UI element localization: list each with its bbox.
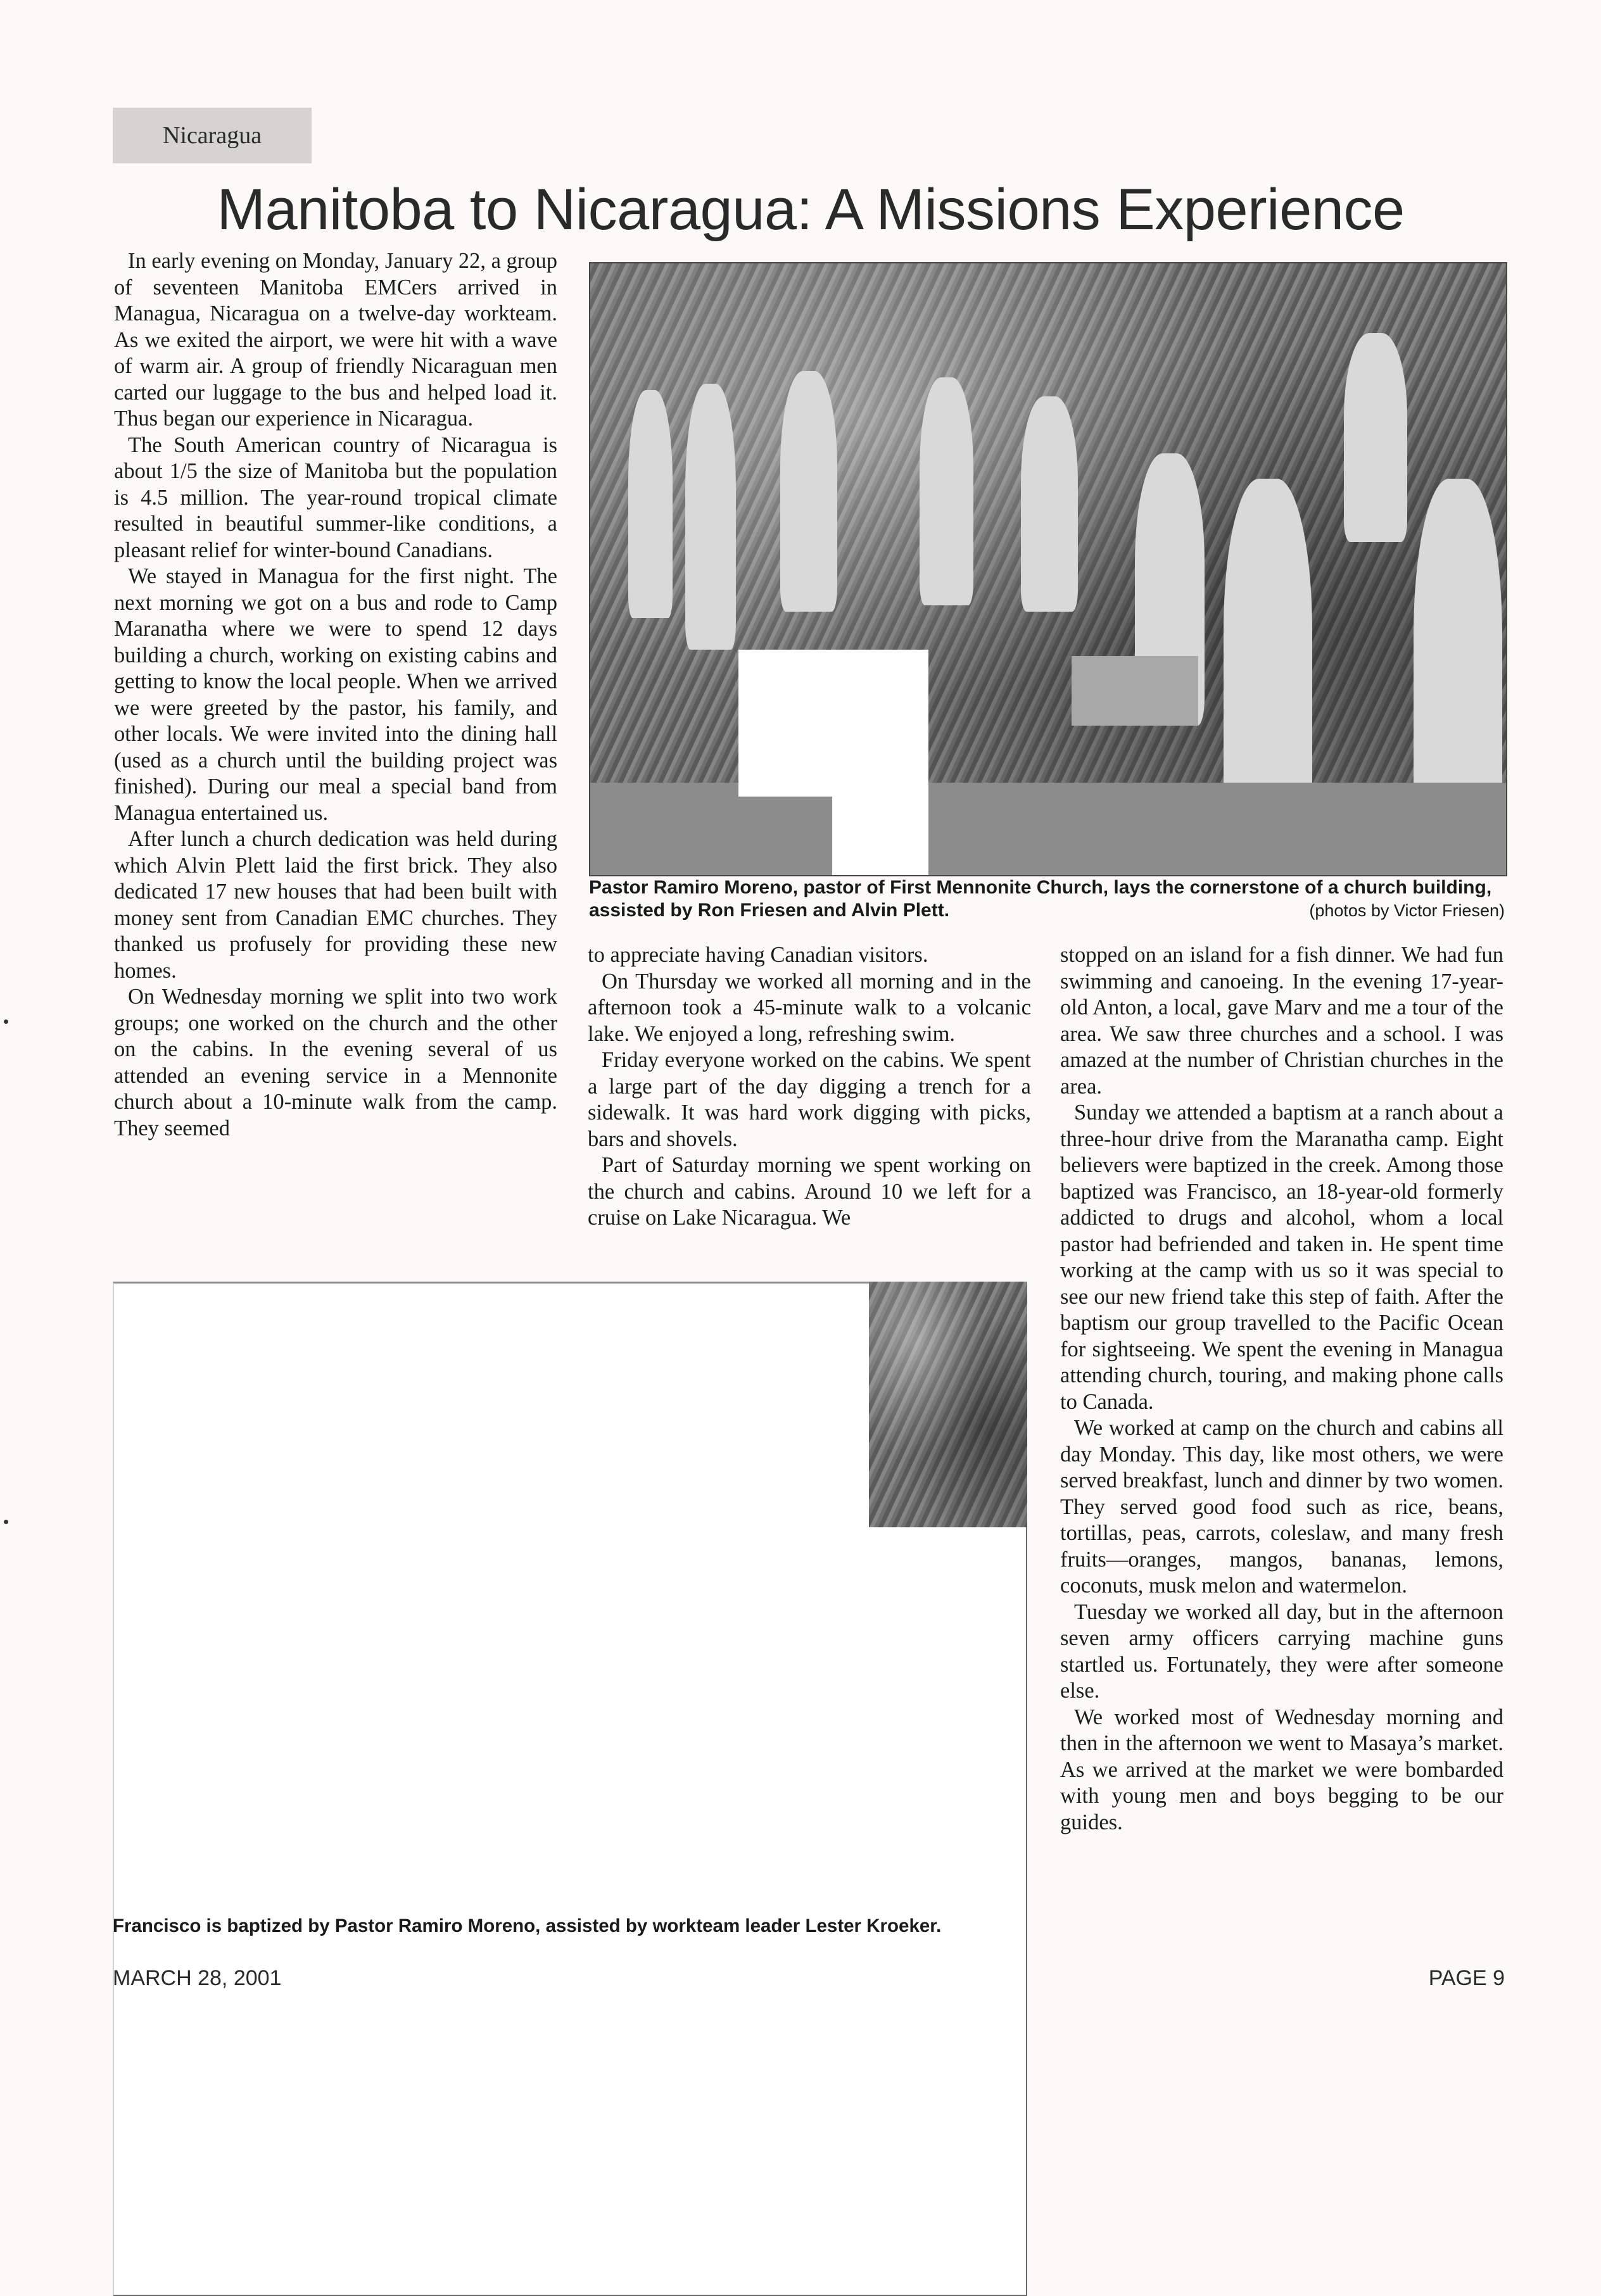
paragraph: In early evening on Monday, January 22, a group of seventeen Manitoba EMCers arrived in Managua, Nicaragua on a twelve-day workteam. As we exited the airport, we were hit with a wave of warm air. A group of friendly Nicaraguan men carted our luggage to the bus and helped load it. Thus began our experience in Nicaragua.: [114, 249, 557, 431]
paragraph: Sunday we attended a baptism at a ranch about a three-hour drive from the Maranatha camp. Eight believers were baptized in the creek. Among those baptized was Francisco, an 18-year-old formerly addicted to drugs and alcohol, whom a local pastor had befriended and taken in. He spent time working at the camp with us so it was special to see our new friend take this step of faith. After the baptism our group travelled to the Pacific Ocean for sightseeing. We spent the evening in Managua attending church, touring, and making phone calls to Canada.: [1060, 1101, 1503, 1414]
paragraph: On Thursday we worked all morning and in the afternoon took a 45-minute walk to a volcanic lake. We enjoyed a long, refreshing swim.: [588, 969, 1031, 1046]
section-tag: Nicaragua: [113, 108, 312, 163]
page-number: PAGE 9: [1428, 1966, 1505, 1990]
paragraph: Tuesday we worked all day, but in the afternoon seven army officers carrying machine guns startled us. Fortunately, they were after someone else.: [1060, 1599, 1503, 1703]
cornerstone-photo: [589, 262, 1507, 876]
scan-edge-mark: [4, 1520, 8, 1524]
paragraph: to appreciate having Canadian visitors.: [588, 943, 928, 967]
issue-date: MARCH 28, 2001: [113, 1966, 282, 1990]
paragraph: We worked at camp on the church and cabins all day Monday. This day, like most others, we were served breakfast, lunch and dinner by two women. They served good food such as rice, beans, tortillas, peas, carrots, coleslaw, and many fresh fruits—oranges, mangos, bananas, lemons, coconuts, musk melon and watermelon.: [1060, 1416, 1503, 1598]
paragraph: On Wednesday morning we split into two work groups; one worked on the church and the other on the cabins. In the evening several of us attended an evening service in a Mennonite church about a 10-minute walk from the camp. They seemed: [114, 985, 557, 1140]
paragraph: We worked most of Wednesday morning and then in the afternoon we went to Masaya’s market. As we arrived at the market we were bombarded with young men and boys begging to be our guides.: [1060, 1705, 1503, 1834]
paragraph: Friday everyone worked on the cabins. We spent a large part of the day digging a trench for a sidewalk. It was hard work digging with picks, bars and shovels.: [588, 1048, 1031, 1151]
paragraph: After lunch a church dedication was held during which Alvin Plett laid the first brick. They also dedicated 17 new houses that had been built with money sent from Canadian EMC churches. They thanked us profusely for providing these new homes.: [114, 827, 557, 983]
photo-credit: (photos by Victor Friesen): [1309, 901, 1505, 920]
paragraph: The South American country of Nicaragua is about 1/5 the size of Manitoba but the population is 4.5 million. The year-round tropical climate resulted in beautiful summer-like conditions, a pleasant relief for winter-bound Canadians.: [114, 432, 557, 562]
article-column-2: [588, 942, 1031, 1232]
photo-caption-top: [589, 876, 1505, 922]
article-title: Manitoba to Nicaragua: A Missions Experience: [217, 177, 1405, 242]
caption-text: Pastor Ramiro Moreno, pastor of First Mennonite Church, lays the cornerstone of a church building, assisted by Ron Friesen and Alvin Plett.: [589, 877, 1492, 921]
article-column-3: [1060, 942, 1503, 1836]
article-column-1: [114, 248, 557, 1142]
baptism-photo-visible-corner: [869, 1282, 1027, 1527]
paragraph: We stayed in Managua for the first night. The next morning we got on a bus and rode to Camp Maranatha where we were to spend 12 days building a church, working on existing cabins and getting to know the local people. When we arrived we were greeted by the pastor, his family, and other locals. We were invited into the dining hall (used as a church until the building project was finished). During our meal a special band from Managua entertained us.: [114, 564, 557, 825]
paragraph: stopped on an island for a fish dinner. We had fun swimming and canoeing. In the evening 17-year-old Anton, a local, gave Marv and me a tour of the area. We saw three churches and a school. I was amazed at the number of Christian churches in the area.: [1060, 943, 1503, 1099]
photo-caption-bottom: Francisco is baptized by Pastor Ramiro Moreno, assisted by workteam leader Lester Kroeker.: [113, 1915, 942, 1936]
scan-edge-mark: [4, 1019, 8, 1024]
paragraph: Part of Saturday morning we spent working on the church and cabins. Around 10 we left for a cruise on Lake Nicaragua. We: [588, 1153, 1031, 1230]
